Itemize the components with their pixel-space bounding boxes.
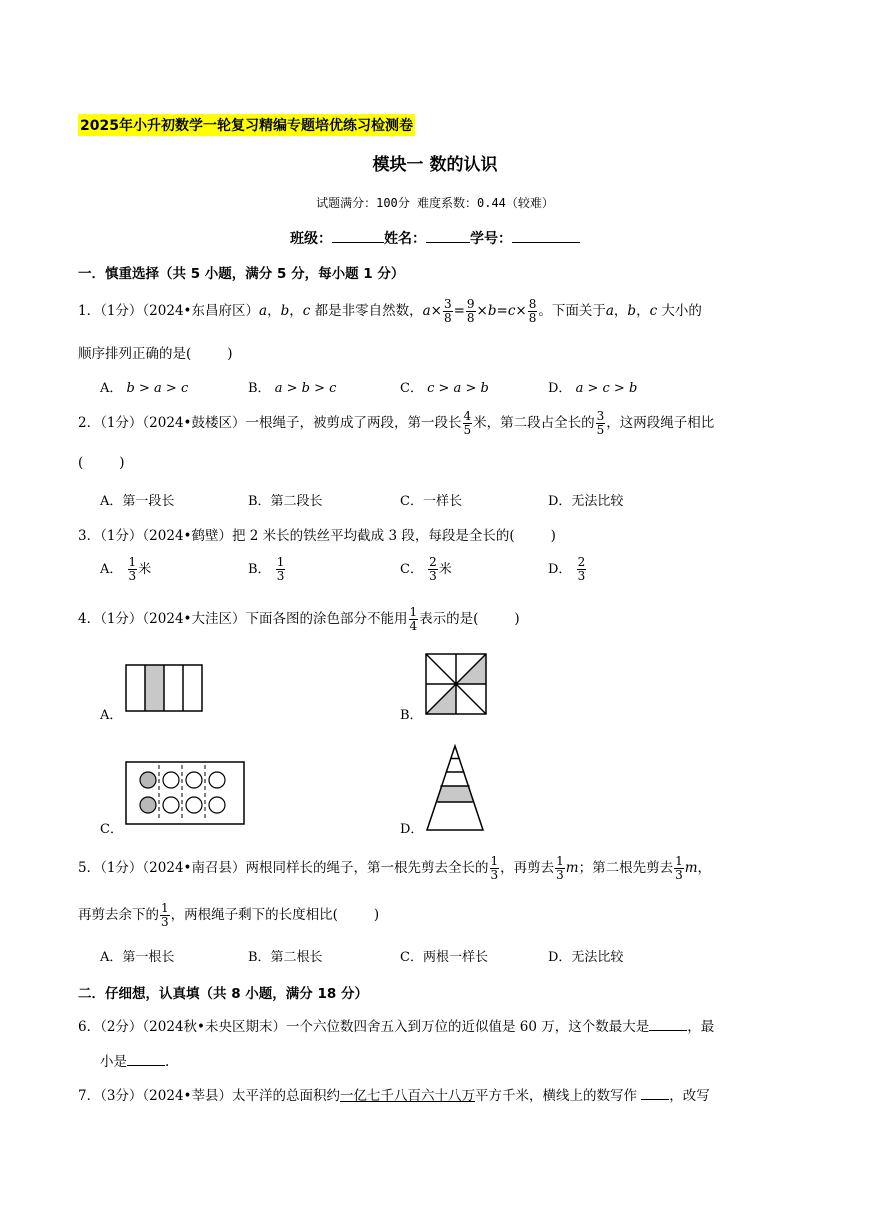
question-6: 6．（2分）（2024秋•未央区期末）一个六位数四舍五入到万位的近似值是 60 万，这个数最大是 ，最 <box>78 1015 714 1035</box>
question-4: 4．（1分）（2024•大洼区）下面各图的涂色部分不能用 $\frac{1}{4}$ 表示的是( ) <box>78 605 520 633</box>
q2-option-d[interactable]: D．无法比较 <box>548 494 624 509</box>
q5-option-d[interactable]: D．无法比较 <box>548 950 624 965</box>
question-5: 5．（1分）（2024•南召县）两根同样长的绳子，第一根先剪去全长的 $\frac{1}{3}$ ，再剪去 $\frac{1}{3}$ m；第二根先剪去 $\frac{1}{3}$ m， <box>78 854 712 882</box>
q2-option-b[interactable]: B．第二段长 <box>248 494 323 509</box>
student-info <box>0 228 870 248</box>
section-heading: 一．慎重选择（共 5 小题，满分 5 分，每小题 1 分） <box>78 266 405 282</box>
question-2-line2: ( ) <box>78 455 125 471</box>
answer-blank[interactable] <box>127 1051 165 1066</box>
answer-blank[interactable] <box>641 1085 669 1100</box>
q5-option-a[interactable]: A．第一根长 <box>100 950 175 965</box>
q1-option-d[interactable]: D． a > c > b <box>548 381 638 396</box>
question-7: 7．（3分）（2024•莘县）太平洋的总面积约一亿七千八百六十八万平方千米，横线上的数写作 ，改写 <box>78 1084 710 1104</box>
q4-option-a[interactable]: A． <box>100 708 123 723</box>
exam-header: 2025年小升初数学一轮复习精编专题培优练习检测卷 <box>78 114 415 136</box>
figure-c <box>124 760 246 826</box>
q3-option-d[interactable]: D． $\frac{2}{3}$ <box>548 555 586 583</box>
figure-d <box>420 744 490 834</box>
class-label: 班级： <box>290 231 332 247</box>
q1-option-a[interactable]: A． b > a > c <box>100 381 189 396</box>
exam-meta: 试题满分：100分 难度系数：0.44（较难） <box>316 196 554 210</box>
question-1-line2: 顺序排列正确的是( ) <box>78 346 233 362</box>
id-blank[interactable] <box>512 228 580 243</box>
q5-option-b[interactable]: B．第二根长 <box>248 950 323 965</box>
q5-option-c[interactable]: C．两根一样长 <box>400 950 488 965</box>
q1-option-b[interactable]: B． a > b > c <box>248 381 337 396</box>
q4-option-d[interactable]: D． <box>400 822 424 837</box>
class-blank[interactable] <box>332 228 384 243</box>
q2-option-c[interactable]: C．一样长 <box>400 494 462 509</box>
q4-option-b[interactable]: B． <box>400 708 423 723</box>
q3-option-c[interactable]: C． $\frac{2}{3}$ 米 <box>400 555 452 583</box>
question-3: 3．（1分）（2024•鹤壁）把 2 米长的铁丝平均截成 3 段，每段是全长的( ) <box>78 528 556 544</box>
figure-a <box>124 664 204 714</box>
name-label: 姓名： <box>384 231 426 247</box>
q2-option-a[interactable]: A．第一段长 <box>100 494 175 509</box>
question-5-line2: 再剪去余下的 $\frac{1}{3}$ ，两根绳子剩下的长度相比( ) <box>78 901 380 929</box>
question-1: 1．（1分）（2024•东昌府区）a，b，c 都是非零自然数，a× $\frac{3}{8}$ = $\frac{9}{8}$ ×b=c× $\frac{8}{8}$ 。下面关于a，b，c 大小的 <box>78 297 702 325</box>
section-heading: 二．仔细想，认真填（共 8 小题，满分 18 分） <box>78 986 368 1002</box>
question-2: 2．（1分）（2024•鼓楼区）一根绳子，被剪成了两段，第一段长 $\frac{4}{5}$ 米，第二段占全长的 $\frac{3}{5}$ ，这两段绳子相比 <box>78 409 715 437</box>
figure-b <box>424 652 488 716</box>
q3-option-b[interactable]: B． $\frac{1}{3}$ <box>248 555 285 583</box>
q4-option-c[interactable]: C． <box>100 822 123 837</box>
name-blank[interactable] <box>426 228 470 243</box>
q3-option-a[interactable]: A． $\frac{1}{3}$ 米 <box>100 555 152 583</box>
question-6-line2: 小是 . <box>100 1050 169 1070</box>
answer-blank[interactable] <box>649 1016 687 1031</box>
id-label: 学号： <box>470 231 512 247</box>
page-title: 模块一 数的认识 <box>372 155 498 175</box>
q1-option-c[interactable]: C． c > a > b <box>400 381 489 396</box>
